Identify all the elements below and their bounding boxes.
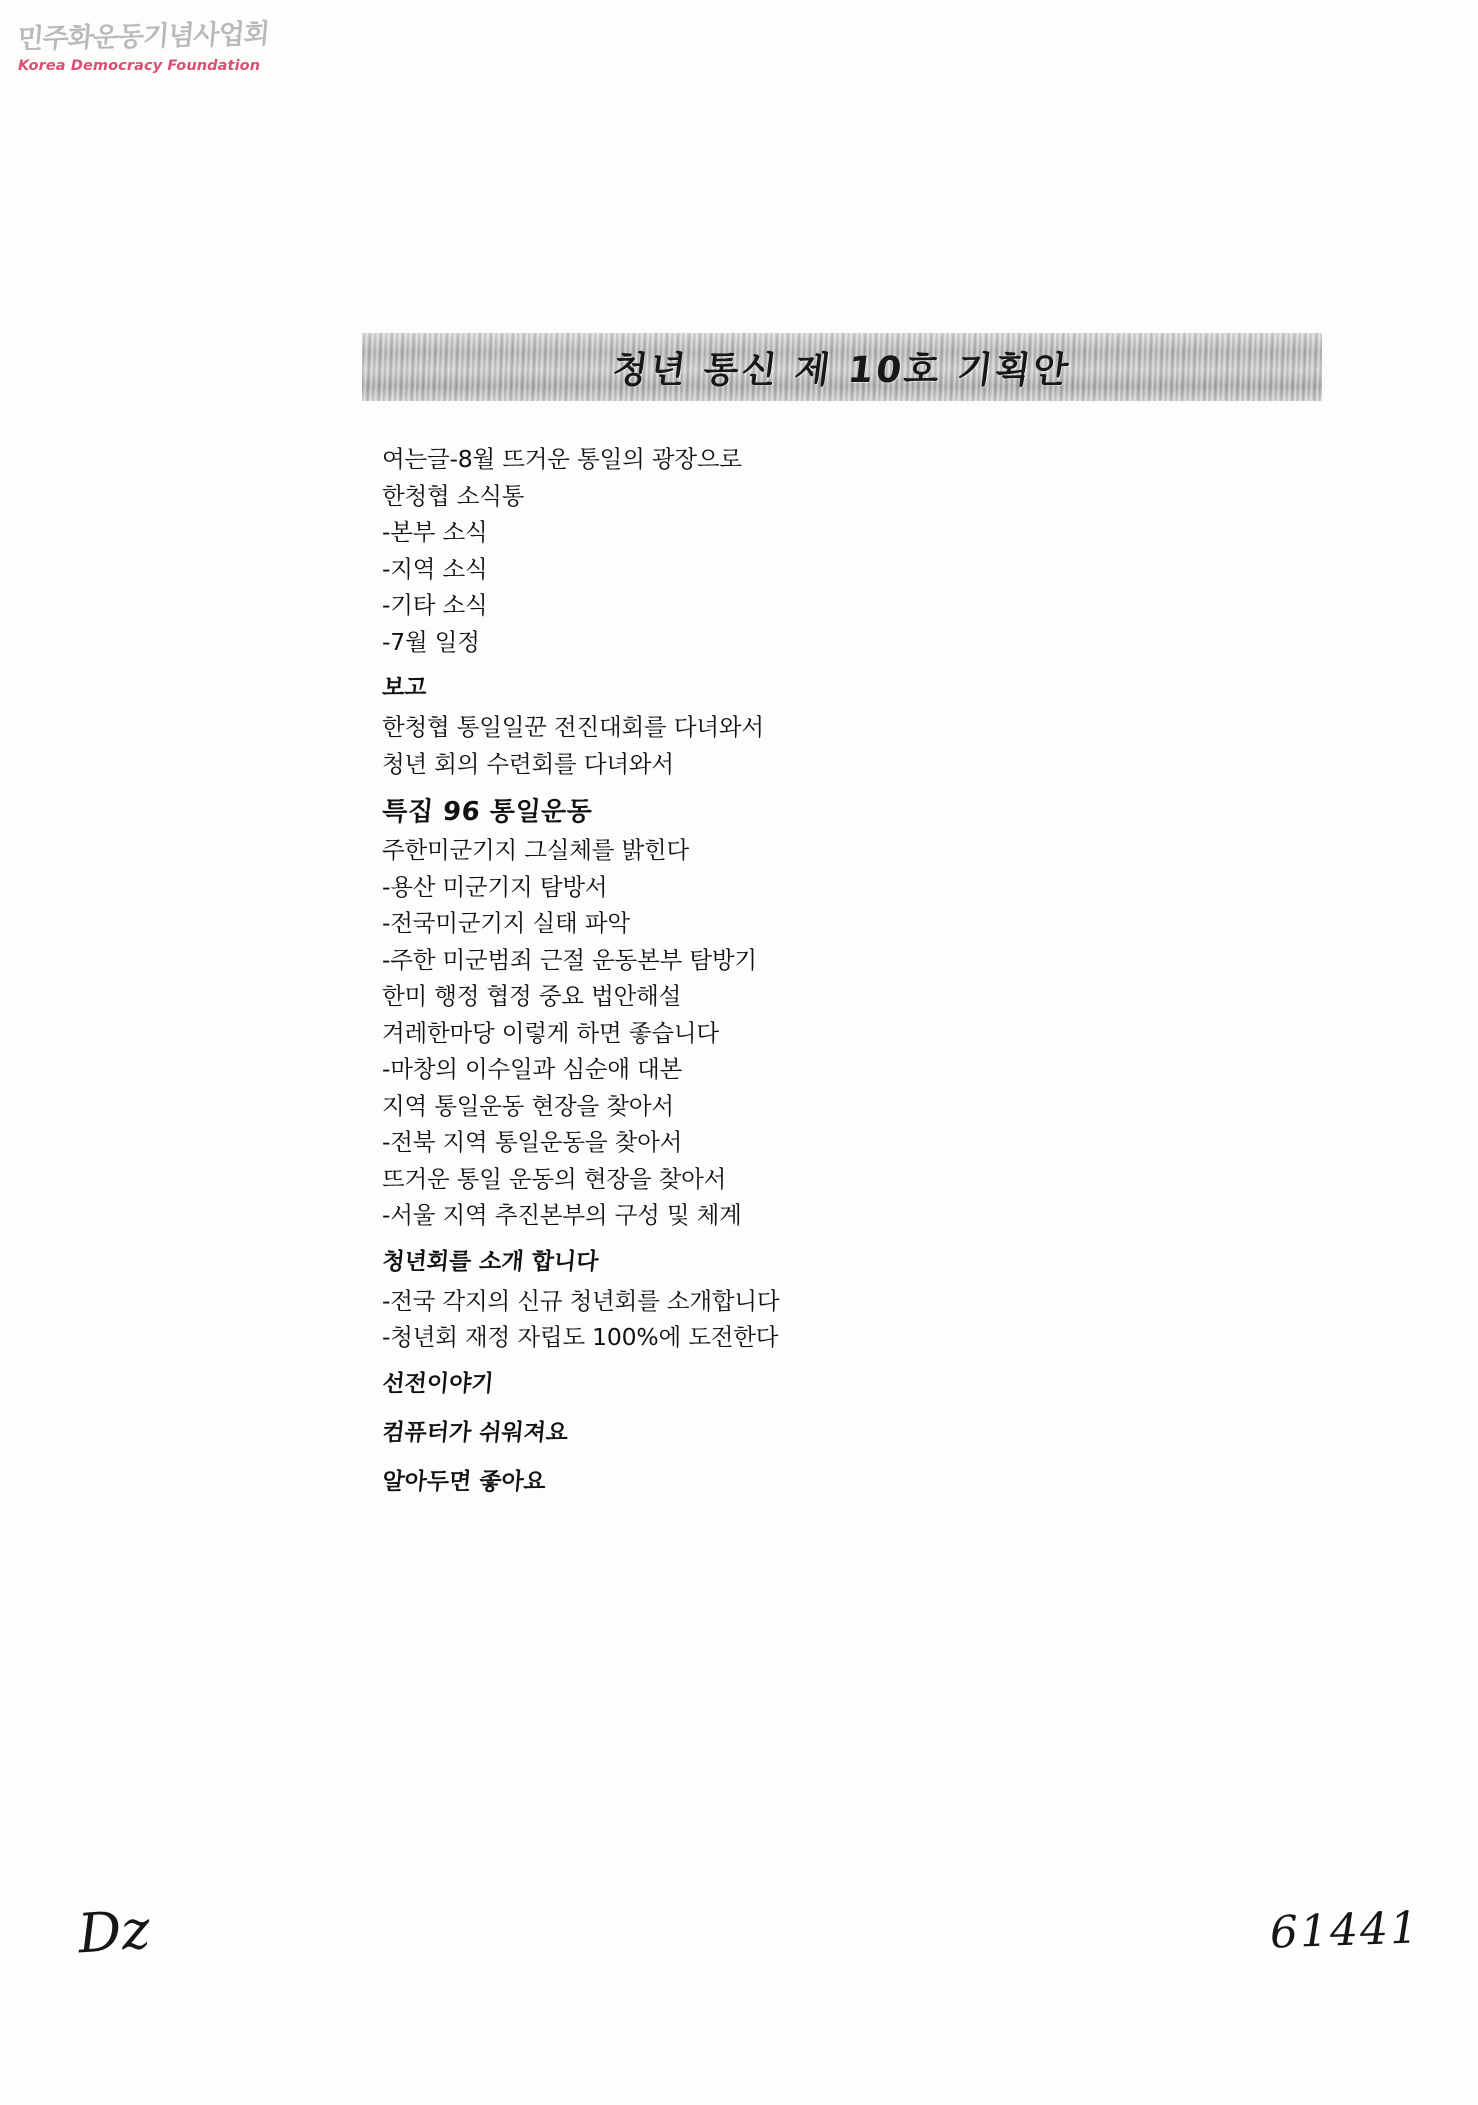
outline-item: 선전이야기 xyxy=(381,1370,495,1397)
outline-item: -7월 일정 xyxy=(382,627,480,656)
outline-item: 겨레한마당 이렇게 하면 좋습니다 xyxy=(382,1018,719,1047)
outline-item: -주한 미군범죄 근절 운동본부 탐방기 xyxy=(382,945,757,974)
handwritten-mark-left: Dz xyxy=(75,1897,152,1966)
outline-item: -지역 소식 xyxy=(382,554,488,583)
outline-item: -기타 소식 xyxy=(382,591,488,619)
page-title: 청년 통신 제 10호 기획안 xyxy=(610,349,1074,391)
outline-item: 청년회를 소개 합니다 xyxy=(381,1248,600,1275)
outline-item: -전국 각지의 신규 청년회를 소개합니다 xyxy=(382,1286,780,1315)
kdf-logo xyxy=(18,14,308,74)
handwritten-mark-right: 61441 xyxy=(1269,1902,1421,1959)
outline-item: 알아두면 좋아요 xyxy=(381,1468,547,1495)
kdf-logo-english-text: Korea Democracy Foundation xyxy=(18,58,261,74)
outline-list xyxy=(380,445,1082,1510)
outline-item: 청년 회의 수련회를 다녀와서 xyxy=(382,749,674,778)
outline-item: 특집 96 통일운동 xyxy=(380,797,594,827)
outline-item: -마창의 이수일과 심순애 대본 xyxy=(382,1055,683,1083)
outline-item: 보고 xyxy=(381,675,428,701)
outline-item: -청년회 재정 자립도 100%에 도전한다 xyxy=(382,1323,779,1351)
outline-item: -전국미군기지 실태 파악 xyxy=(382,909,630,937)
outline-item: 뜨거운 통일 운동의 현장을 찾아서 xyxy=(382,1164,727,1193)
outline-item: -전북 지역 통일운동을 찾아서 xyxy=(382,1128,683,1156)
outline-item: 주한미군기지 그실체를 밝힌다 xyxy=(382,836,690,864)
outline-item: 한청협 소식통 xyxy=(382,481,525,510)
outline-item: 여는글-8월 뜨거운 통일의 광장으로 xyxy=(382,445,742,473)
outline-item: 한청협 통일일꾼 전진대회를 다녀와서 xyxy=(382,713,764,741)
outline-item: 지역 통일운동 현장을 찾아서 xyxy=(382,1091,674,1120)
outline-item: -본부 소식 xyxy=(382,518,488,546)
outline-item: 한미 행정 협정 중요 법안해설 xyxy=(382,982,682,1010)
outline-item: 컴퓨터가 쉬워져요 xyxy=(381,1419,570,1446)
outline-item: -용산 미군기지 탐방서 xyxy=(382,872,608,901)
kdf-logo-korean-text: 민주화운동기념사업회 xyxy=(16,18,271,56)
title-banner xyxy=(362,333,1322,401)
outline-item: -서울 지역 추진본부의 구성 및 체계 xyxy=(382,1201,742,1229)
